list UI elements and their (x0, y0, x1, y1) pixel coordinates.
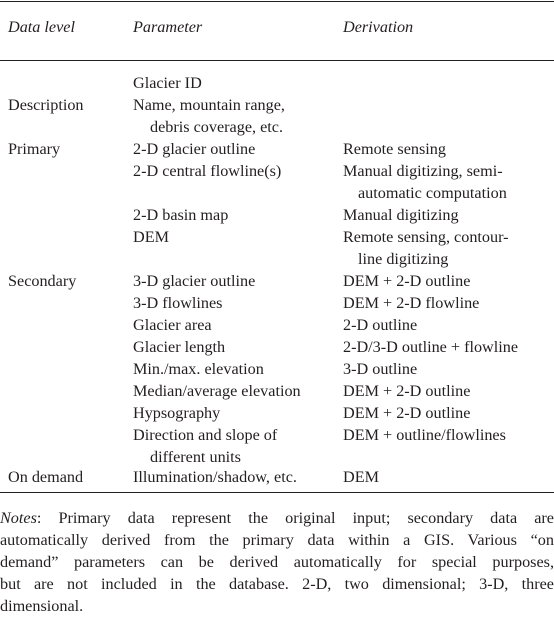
derivation-cell: Remote sensing (343, 140, 446, 158)
parameter-cell: Glacier ID (133, 74, 202, 92)
derivation-cell: DEM + 2-D outline (343, 272, 471, 290)
parameter-cell: Glacier length (133, 338, 226, 356)
header-derivation: Derivation (343, 18, 414, 36)
parameter-cell: 3-D flowlines (133, 294, 223, 312)
notes-text: : Primary data represent the original input; secondary data are (36, 509, 554, 527)
derivation-cell: DEM + 2-D outline (343, 404, 471, 422)
derivation-cell: Manual digitizing, semi- (343, 162, 503, 180)
parameter-cell: 2-D glacier outline (133, 140, 256, 158)
header-data-level: Data level (8, 18, 75, 36)
parameter-cell: Min./max. elevation (133, 360, 264, 378)
parameter-cell: 2-D basin map (133, 206, 229, 224)
derivation-cell: line digitizing (358, 250, 449, 268)
parameter-cell: Hypsography (133, 404, 221, 422)
parameter-cell: Direction and slope of (133, 426, 278, 444)
table-top-rule (0, 1, 554, 2)
notes-line (0, 507, 554, 529)
derivation-cell: Remote sensing, contour- (343, 228, 509, 246)
derivation-cell: 3-D outline (343, 360, 418, 378)
derivation-cell: DEM (343, 468, 379, 486)
parameter-cell: Name, mountain range, (133, 96, 285, 114)
parameter-cell: Median/average elevation (133, 382, 301, 400)
header-rule (0, 60, 554, 61)
notes-line: demand” parameters can be derived automatically for special purposes, (0, 553, 554, 571)
parameter-cell: different units (150, 448, 241, 466)
derivation-cell: DEM + 2-D flowline (343, 294, 480, 312)
derivation-cell: DEM + outline/flowlines (343, 426, 506, 444)
notes-label: Notes (0, 509, 37, 527)
table-bottom-rule (0, 492, 554, 493)
notes-line: but are not included in the database. 2-D, two dimensional; 3-D, three (0, 575, 554, 593)
derivation-cell: 2-D/3-D outline + flowline (343, 338, 519, 356)
parameter-cell: DEM (133, 228, 169, 246)
parameter-cell: 2-D central flowline(s) (133, 162, 282, 180)
data-level-cell: Secondary (8, 272, 77, 290)
table-notes (0, 507, 554, 617)
data-level-cell: Description (8, 96, 84, 114)
derivation-cell: 2-D outline (343, 316, 418, 334)
notes-line: automatically derived from the primary data within a GIS. Various “on (0, 531, 554, 549)
parameter-cell: Illumination/shadow, etc. (133, 468, 297, 486)
data-level-cell: Primary (8, 140, 61, 158)
notes-line: dimensional. (0, 597, 84, 615)
derivation-cell: Manual digitizing (343, 206, 459, 224)
parameter-cell: Glacier area (133, 316, 212, 334)
derivation-cell: automatic computation (358, 184, 507, 202)
data-level-cell: On demand (8, 468, 84, 486)
header-parameter: Parameter (133, 18, 203, 36)
parameter-cell: 3-D glacier outline (133, 272, 256, 290)
derivation-cell: DEM + 2-D outline (343, 382, 471, 400)
parameter-cell: debris coverage, etc. (150, 118, 284, 136)
